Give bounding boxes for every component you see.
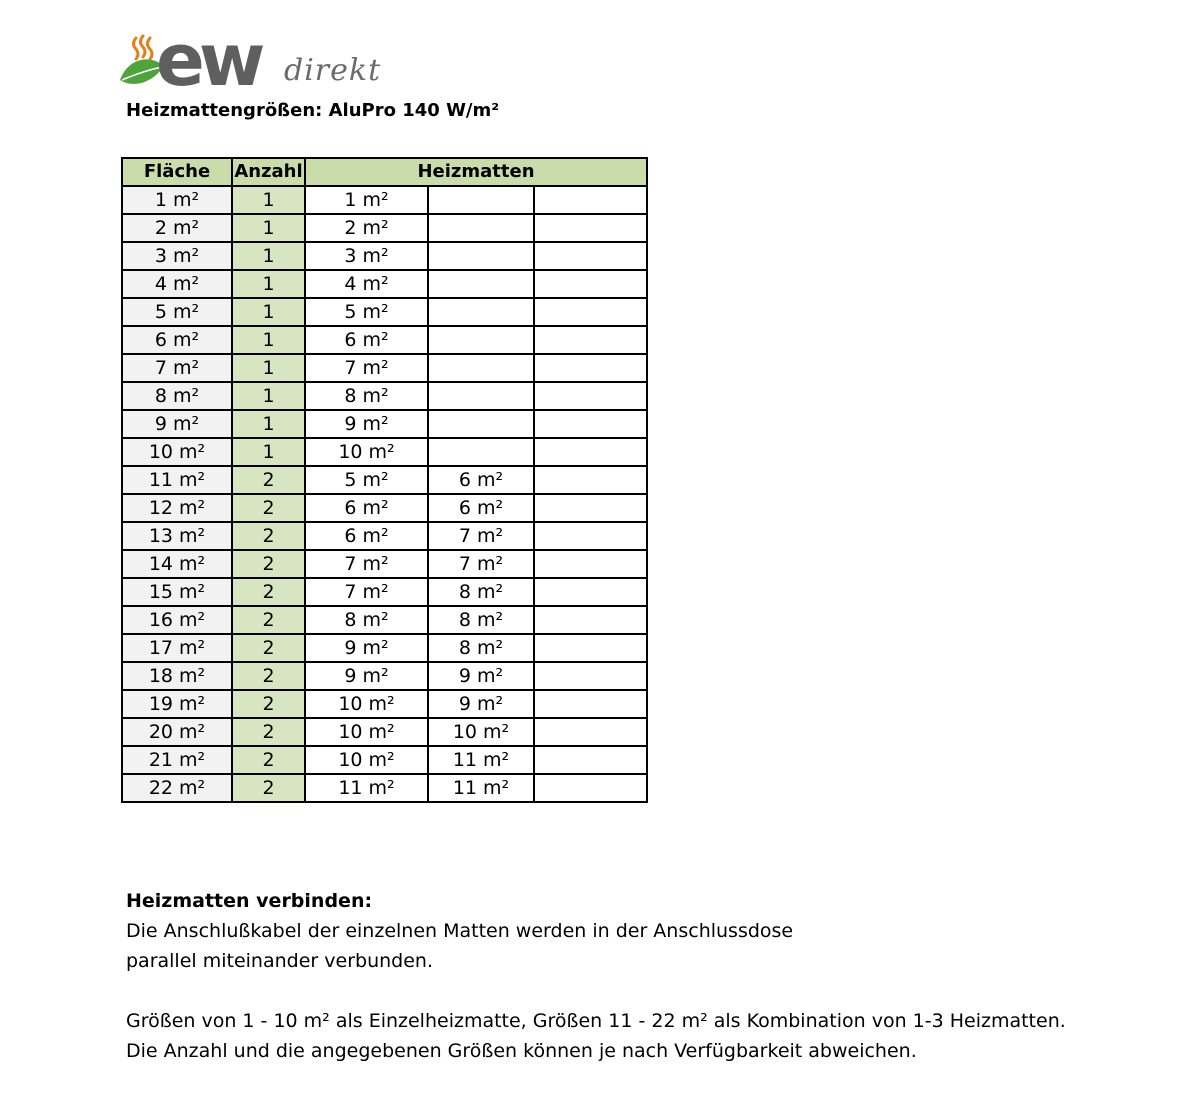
table-row <box>122 298 647 326</box>
cell-count: 1 <box>232 270 305 298</box>
cell-area: 14 m² <box>122 550 232 578</box>
cell-area: 20 m² <box>122 718 232 746</box>
cell-mat-1: 4 m² <box>305 270 428 298</box>
cell-count: 2 <box>232 494 305 522</box>
table-row <box>122 662 647 690</box>
cell-mat-1: 1 m² <box>305 186 428 214</box>
cell-mat-3 <box>534 326 647 354</box>
cell-count: 1 <box>232 298 305 326</box>
cell-mat-1: 6 m² <box>305 326 428 354</box>
cell-area: 8 m² <box>122 382 232 410</box>
cell-count: 2 <box>232 634 305 662</box>
cell-area: 2 m² <box>122 214 232 242</box>
cell-count: 2 <box>232 690 305 718</box>
table-row <box>122 690 647 718</box>
header-count: Anzahl <box>232 158 305 186</box>
cell-count: 2 <box>232 466 305 494</box>
cell-mat-1: 6 m² <box>305 522 428 550</box>
cell-mat-2: 6 m² <box>428 466 534 494</box>
table-row <box>122 438 647 466</box>
cell-mat-3 <box>534 550 647 578</box>
cell-mat-1: 8 m² <box>305 606 428 634</box>
cell-area: 5 m² <box>122 298 232 326</box>
cell-mat-2 <box>428 410 534 438</box>
cell-mat-2 <box>428 214 534 242</box>
table-row <box>122 774 647 802</box>
cell-count: 1 <box>232 214 305 242</box>
cell-mat-3 <box>534 662 647 690</box>
cell-count: 1 <box>232 242 305 270</box>
cell-mat-2 <box>428 354 534 382</box>
cell-count: 2 <box>232 522 305 550</box>
cell-mat-2 <box>428 438 534 466</box>
header-area: Fläche <box>122 158 232 186</box>
cell-area: 7 m² <box>122 354 232 382</box>
cell-mat-1: 5 m² <box>305 298 428 326</box>
table-row <box>122 466 647 494</box>
table-row <box>122 550 647 578</box>
cell-mat-1: 11 m² <box>305 774 428 802</box>
header-mats: Heizmatten <box>305 158 647 186</box>
cell-mat-1: 10 m² <box>305 718 428 746</box>
cell-mat-1: 10 m² <box>305 438 428 466</box>
cell-mat-2: 9 m² <box>428 690 534 718</box>
cell-mat-1: 7 m² <box>305 578 428 606</box>
cell-mat-1: 9 m² <box>305 662 428 690</box>
cell-mat-2 <box>428 298 534 326</box>
table-row <box>122 242 647 270</box>
cell-mat-1: 7 m² <box>305 550 428 578</box>
cell-area: 17 m² <box>122 634 232 662</box>
cell-mat-3 <box>534 466 647 494</box>
cell-mat-2: 11 m² <box>428 774 534 802</box>
table-row <box>122 382 647 410</box>
cell-mat-2 <box>428 382 534 410</box>
cell-area: 22 m² <box>122 774 232 802</box>
cell-area: 18 m² <box>122 662 232 690</box>
cell-area: 13 m² <box>122 522 232 550</box>
cell-mat-2: 10 m² <box>428 718 534 746</box>
notes-line-1: Die Anschlußkabel der einzelnen Matten werden in der Anschlussdose <box>126 920 794 942</box>
cell-mat-2: 9 m² <box>428 662 534 690</box>
cell-mat-3 <box>534 718 647 746</box>
cell-mat-2: 6 m² <box>428 494 534 522</box>
cell-area: 21 m² <box>122 746 232 774</box>
cell-mat-1: 5 m² <box>305 466 428 494</box>
cell-area: 16 m² <box>122 606 232 634</box>
cell-count: 1 <box>232 186 305 214</box>
cell-area: 12 m² <box>122 494 232 522</box>
table-row <box>122 354 647 382</box>
cell-mat-1: 8 m² <box>305 382 428 410</box>
table-body <box>122 186 647 802</box>
cell-mat-3 <box>534 438 647 466</box>
table-row <box>122 186 647 214</box>
notes-heading: Heizmatten verbinden: <box>126 890 373 912</box>
page-title: Heizmattengrößen: AluPro 140 W/m² <box>126 100 500 121</box>
cell-mat-3 <box>534 494 647 522</box>
cell-count: 2 <box>232 662 305 690</box>
cell-area: 3 m² <box>122 242 232 270</box>
cell-mat-1: 10 m² <box>305 746 428 774</box>
notes-line-4: Die Anzahl und die angegebenen Größen können je nach Verfügbarkeit abweichen. <box>126 1040 917 1062</box>
cell-mat-3 <box>534 242 647 270</box>
cell-mat-3 <box>534 186 647 214</box>
cell-count: 2 <box>232 578 305 606</box>
cell-mat-2 <box>428 270 534 298</box>
cell-mat-2 <box>428 326 534 354</box>
cell-mat-3 <box>534 382 647 410</box>
table-row <box>122 494 647 522</box>
cell-count: 2 <box>232 550 305 578</box>
cell-mat-2: 8 m² <box>428 606 534 634</box>
cell-mat-2: 7 m² <box>428 550 534 578</box>
cell-mat-1: 2 m² <box>305 214 428 242</box>
table-row <box>122 270 647 298</box>
cell-mat-2 <box>428 242 534 270</box>
cell-mat-3 <box>534 606 647 634</box>
cell-mat-2: 7 m² <box>428 522 534 550</box>
cell-count: 1 <box>232 410 305 438</box>
cell-area: 11 m² <box>122 466 232 494</box>
table-row <box>122 578 647 606</box>
logo-brand-text: ew <box>156 18 260 102</box>
table-row <box>122 606 647 634</box>
cell-area: 6 m² <box>122 326 232 354</box>
cell-mat-3 <box>534 578 647 606</box>
cell-mat-1: 7 m² <box>305 354 428 382</box>
cell-area: 15 m² <box>122 578 232 606</box>
cell-mat-1: 3 m² <box>305 242 428 270</box>
table-row <box>122 410 647 438</box>
cell-mat-1: 6 m² <box>305 494 428 522</box>
cell-area: 9 m² <box>122 410 232 438</box>
table-row <box>122 214 647 242</box>
table-header-row <box>122 158 647 186</box>
table-row <box>122 634 647 662</box>
table-row <box>122 522 647 550</box>
cell-mat-3 <box>534 634 647 662</box>
cell-mat-2: 8 m² <box>428 578 534 606</box>
cell-mat-3 <box>534 746 647 774</box>
cell-mat-3 <box>534 410 647 438</box>
cell-count: 2 <box>232 746 305 774</box>
cell-count: 1 <box>232 382 305 410</box>
cell-mat-1: 9 m² <box>305 634 428 662</box>
cell-mat-3 <box>534 270 647 298</box>
cell-mat-3 <box>534 354 647 382</box>
cell-area: 1 m² <box>122 186 232 214</box>
cell-mat-3 <box>534 214 647 242</box>
cell-mat-3 <box>534 774 647 802</box>
table-row <box>122 718 647 746</box>
heating-mat-table <box>121 157 648 803</box>
table-row <box>122 326 647 354</box>
cell-area: 19 m² <box>122 690 232 718</box>
notes-section <box>126 886 1066 1066</box>
table-row <box>122 746 647 774</box>
cell-count: 2 <box>232 774 305 802</box>
cell-mat-3 <box>534 298 647 326</box>
cell-mat-2 <box>428 186 534 214</box>
cell-mat-2: 11 m² <box>428 746 534 774</box>
logo-sub-text: direkt <box>284 53 382 88</box>
cell-mat-1: 9 m² <box>305 410 428 438</box>
notes-line-3: Größen von 1 - 10 m² als Einzelheizmatte, Größen 11 - 22 m² als Kombination von 1-3 Heizmatten. <box>126 1010 1066 1032</box>
cell-mat-2: 8 m² <box>428 634 534 662</box>
cell-count: 1 <box>232 354 305 382</box>
notes-line-2: parallel miteinander verbunden. <box>126 950 433 972</box>
cell-count: 2 <box>232 718 305 746</box>
cell-mat-1: 10 m² <box>305 690 428 718</box>
cell-count: 1 <box>232 326 305 354</box>
cell-mat-3 <box>534 522 647 550</box>
cell-area: 10 m² <box>122 438 232 466</box>
cell-area: 4 m² <box>122 270 232 298</box>
cell-count: 2 <box>232 606 305 634</box>
ew-direkt-logo <box>118 18 398 102</box>
cell-count: 1 <box>232 438 305 466</box>
cell-mat-3 <box>534 690 647 718</box>
